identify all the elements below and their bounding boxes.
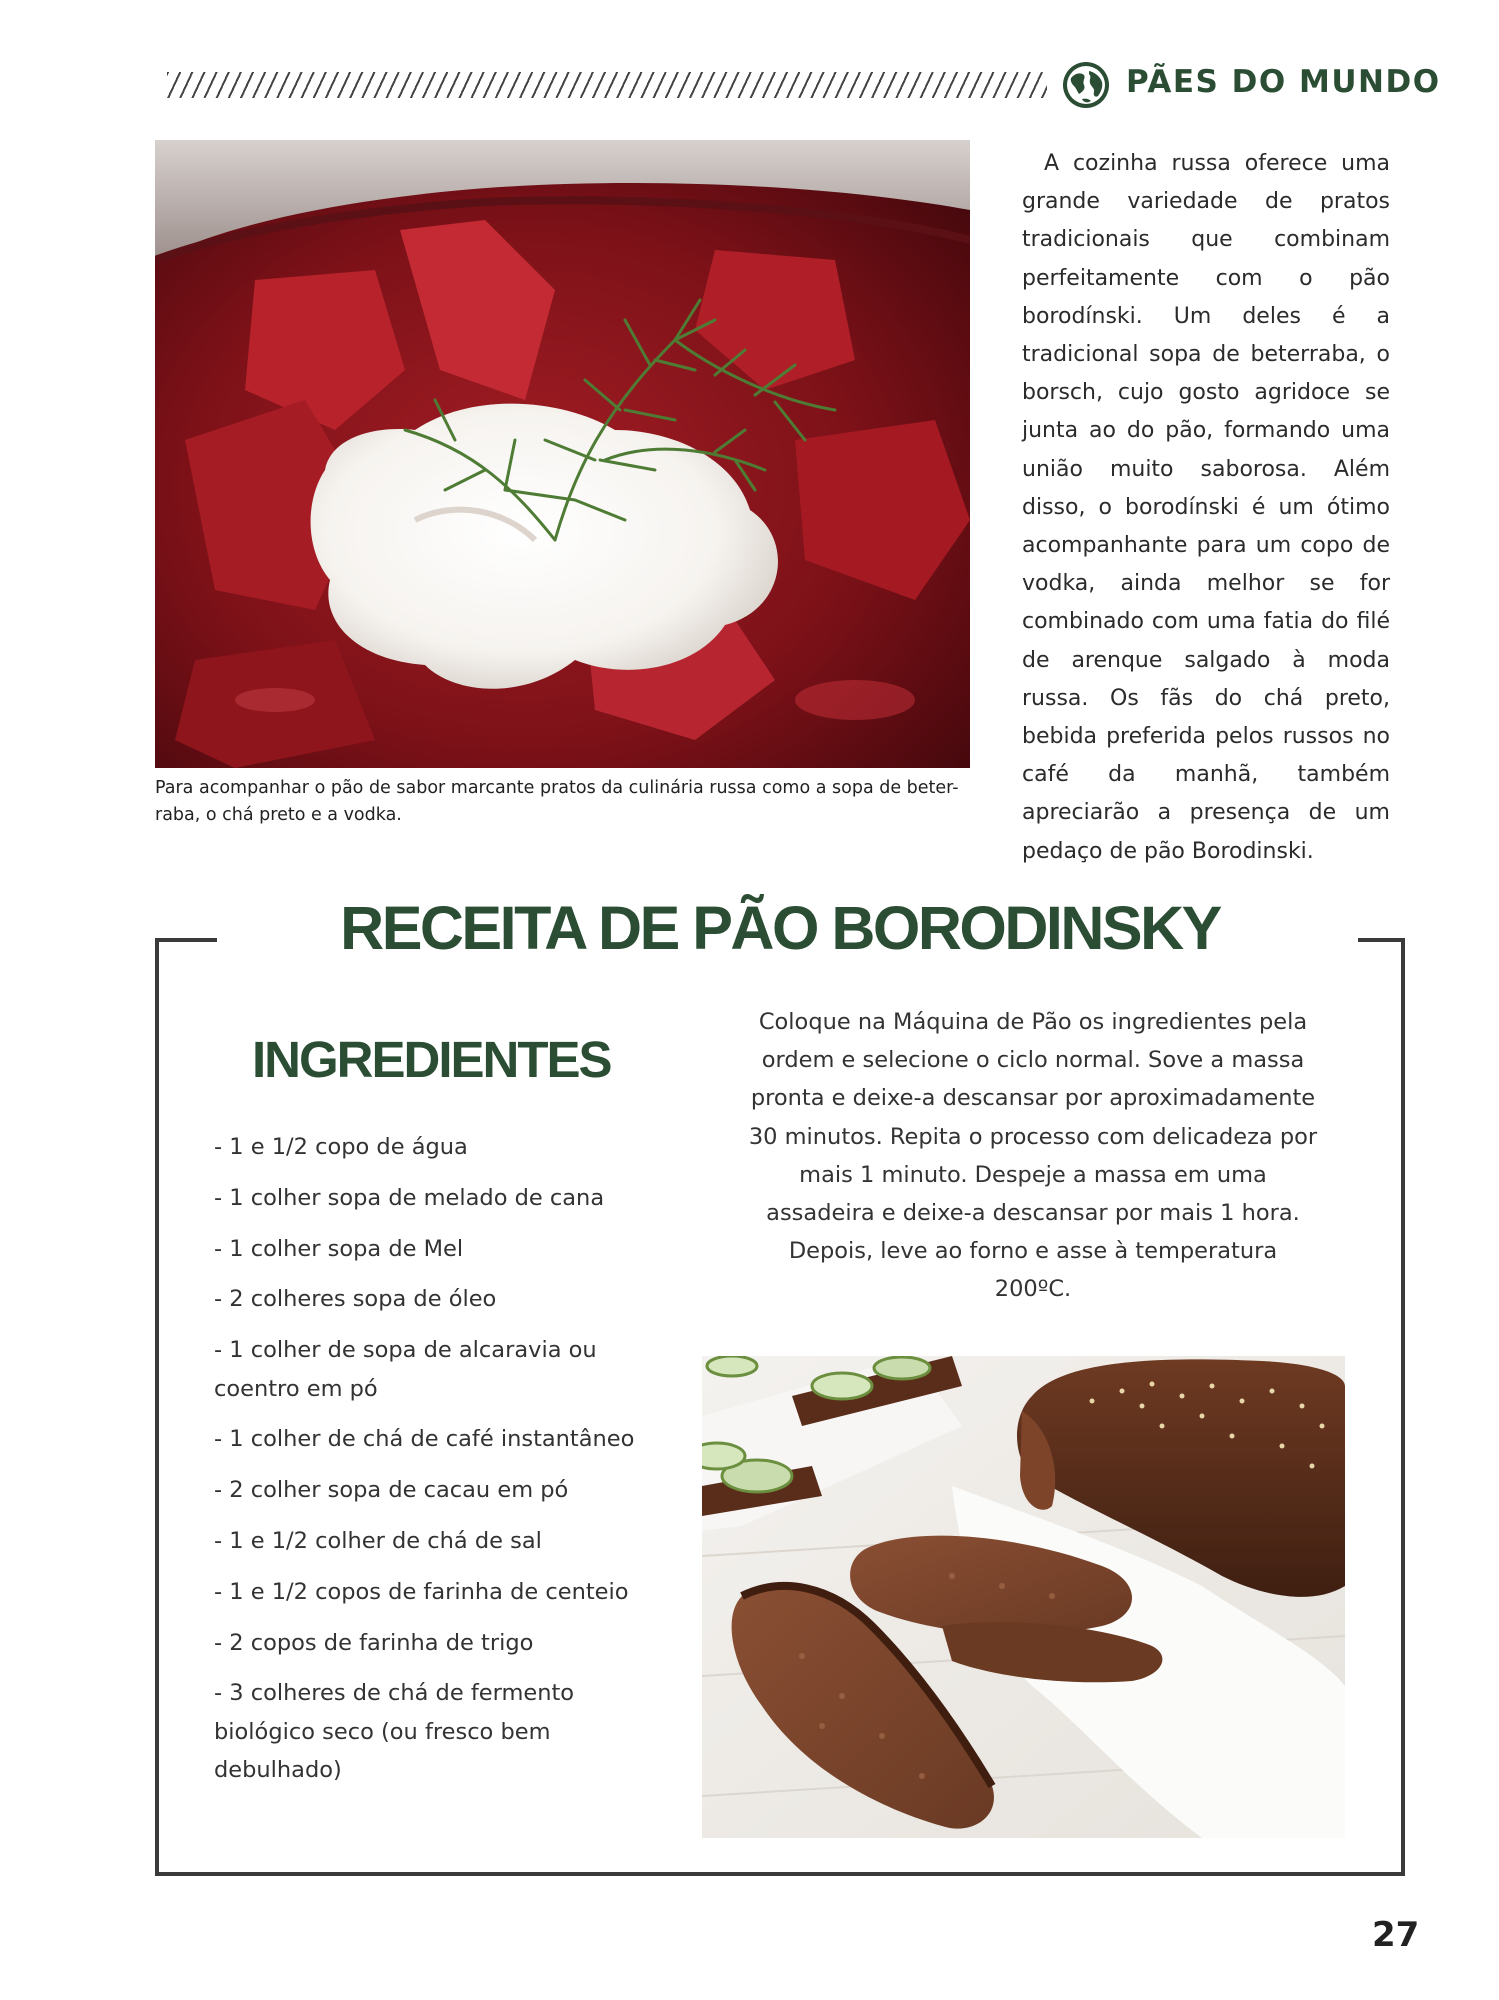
- ingredient-item: - 1 e 1/2 copo de água: [214, 1134, 468, 1160]
- ingredient-item: - 1 e 1/2 colher de chá de sal: [214, 1528, 542, 1555]
- section-title: PÃES DO MUNDO: [1126, 64, 1441, 100]
- globe-icon: [1062, 61, 1110, 109]
- ingredient-item: - 3 colheres de chá de fermento biológico seco (ou fresco bem debulhado): [214, 1680, 575, 1784]
- recipe-box-top-left-rule: [155, 938, 217, 942]
- ingredient-item: - 1 e 1/2 copos de farinha de centeio: [214, 1578, 629, 1605]
- ingredient-item: - 1 colher de sopa de alcaravia ou coentro em pó: [214, 1337, 597, 1402]
- decorative-hatch-rule: [167, 72, 1047, 98]
- ingredient-item: - 2 colheres sopa de óleo: [214, 1286, 497, 1313]
- ingredient-item: - 2 copos de farinha de trigo: [214, 1629, 534, 1656]
- borscht-photo: [155, 140, 970, 768]
- method-paragraph: Coloque na Máquina de Pão os ingredientes pela ordem e selecione o ciclo normal. Sove a massa pronta e deixe-a descansar por aproximadamente 30 minutos. Repita o processo com delicadeza por mais 1 minuto. Despeje a massa em uma assadeira e deixe-a descansar por mais 1 hora. Depois, leve ao forno e asse à temperatura 200ºC.: [748, 1009, 1318, 1303]
- bread-photo: [702, 1356, 1345, 1838]
- ingredient-item: - 2 colher sopa de cacau em pó: [214, 1477, 569, 1504]
- photo-caption: Para acompanhar o pão de sabor marcante pratos da culinária russa como a sopa de beter-raba, o chá preto e a vodka.: [155, 778, 959, 825]
- recipe-box-top-right-rule: [1358, 938, 1401, 942]
- ingredient-item: - 1 colher de chá de café instantâneo: [214, 1426, 635, 1453]
- ingredient-item: - 1 colher sopa de melado de cana: [214, 1184, 605, 1211]
- page-number: 27: [1372, 1915, 1420, 1955]
- ingredients-list: [214, 1128, 654, 1802]
- recipe-title: RECEITA DE PÃO BORODINSKY: [340, 894, 1220, 962]
- ingredient-item: - 1 colher sopa de Mel: [214, 1235, 464, 1262]
- ingredients-title: INGREDIENTES: [252, 1031, 611, 1088]
- intro-paragraph: A cozinha russa oferece uma grande variedade de pratos tradicionais que combinam perfeitamente com o pão borodínski. Um deles é a tradicional sopa de beterraba, o borsch, cujo gosto agridoce se junta ao do pão, formando uma união muito saborosa. Além disso, o borodínski é um ótimo acompanhante para um copo de vodka, ainda melhor se for combinado com uma fatia do filé de arenque salgado à moda russa. Os fãs do chá preto, bebida preferida pelos russos no café da manhã, também apreciarão a presença de um pedaço de pão Borodinski.: [1022, 151, 1390, 864]
